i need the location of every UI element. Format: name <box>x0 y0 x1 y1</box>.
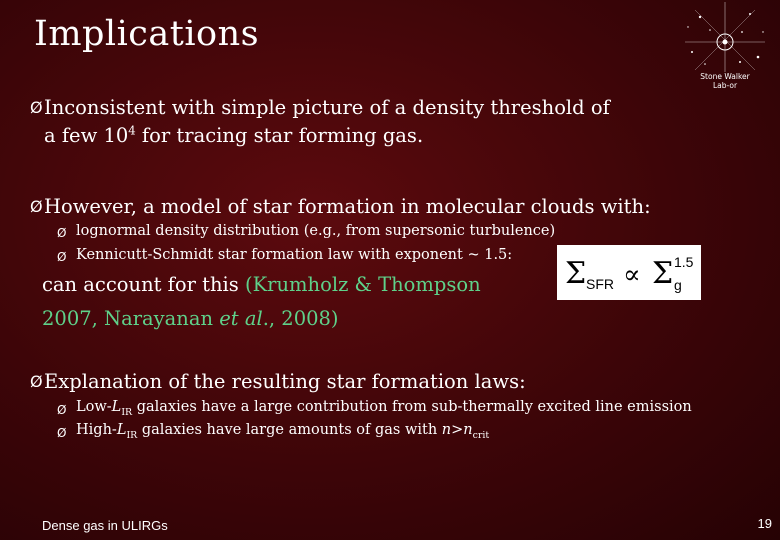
bullet-1-text-end: for tracing star forming gas. <box>135 124 424 147</box>
bullet-2-continuation-1 <box>42 271 481 299</box>
citation-year: ., 2008) <box>262 307 339 330</box>
bullet-1 <box>44 94 704 150</box>
bullet-3: Explanation of the resulting star formation laws: <box>44 370 526 393</box>
lab-logo <box>680 2 770 90</box>
bullet-arrow-icon: Ø <box>30 197 43 216</box>
formula-exponent: 1.5 <box>674 254 694 270</box>
star-logo-icon <box>680 2 770 72</box>
high-lir-text: galaxies have large amounts of gas with <box>137 422 442 438</box>
citation-krumholz: (Krumholz & Thompson <box>244 273 481 296</box>
ir-subscript: IR <box>121 406 133 418</box>
formula-g-subscript: g <box>674 277 682 293</box>
bullet-2-continuation-2 <box>42 305 339 333</box>
formula-sigma-sfr: Σ <box>565 256 587 291</box>
formula-sfr-subscript: SFR <box>586 276 614 292</box>
bullet-arrow-icon: Ø <box>30 372 43 391</box>
sub-bullet-arrow-icon: Ø <box>57 250 67 264</box>
sub-bullet-arrow-icon: Ø <box>57 226 67 240</box>
sub-bullet-low-lir <box>76 399 692 418</box>
citation-narayanan: 2007, Narayanan <box>42 307 220 330</box>
sfr-formula <box>557 245 701 300</box>
low-lir-text: galaxies have a large contribution from sub-thermally excited line emission <box>132 399 692 415</box>
lir-symbol: L <box>111 399 122 415</box>
logo-caption-2: Lab-or <box>712 81 738 90</box>
sub-bullet-arrow-icon: Ø <box>57 426 67 440</box>
gt-symbol: > <box>451 422 464 438</box>
citation-etal: et al <box>219 307 263 330</box>
ir-subscript: IR <box>126 429 138 441</box>
crit-subscript: crit <box>472 429 490 441</box>
low-prefix: Low- <box>76 399 112 415</box>
high-prefix: High- <box>76 422 117 438</box>
formula-sigma-g: Σ <box>652 256 674 291</box>
cont-text: can account for this <box>42 273 245 296</box>
bullet-arrow-icon: Ø <box>30 98 43 117</box>
sub-bullet-lognormal: lognormal density distribution (e.g., from supersonic turbulence) <box>76 223 556 239</box>
logo-caption-1: Stone Walker <box>700 72 750 81</box>
formula-box <box>557 245 701 300</box>
lir-symbol: L <box>116 422 127 438</box>
sub-bullet-arrow-icon: Ø <box>57 403 67 417</box>
bullet-1-line-2 <box>44 122 704 150</box>
exponent: 4 <box>128 123 136 138</box>
footer-title: Dense gas in ULIRGs <box>42 518 168 533</box>
sub-bullet-kennicutt: Kennicutt-Schmidt star formation law with exponent ~ 1.5: <box>76 247 513 263</box>
n-crit-symbol: n <box>463 422 473 438</box>
bullet-2: However, a model of star formation in molecular clouds with: <box>44 195 651 218</box>
page-number: 19 <box>757 516 772 531</box>
sub-bullet-high-lir <box>76 422 490 441</box>
bullet-1-line-1: Inconsistent with simple picture of a density threshold of <box>44 96 610 119</box>
bullet-1-text: a few 10 <box>44 124 129 147</box>
n-symbol: n <box>441 422 452 438</box>
formula-propto: ∝ <box>623 260 641 290</box>
slide-title: Implications <box>34 14 260 54</box>
